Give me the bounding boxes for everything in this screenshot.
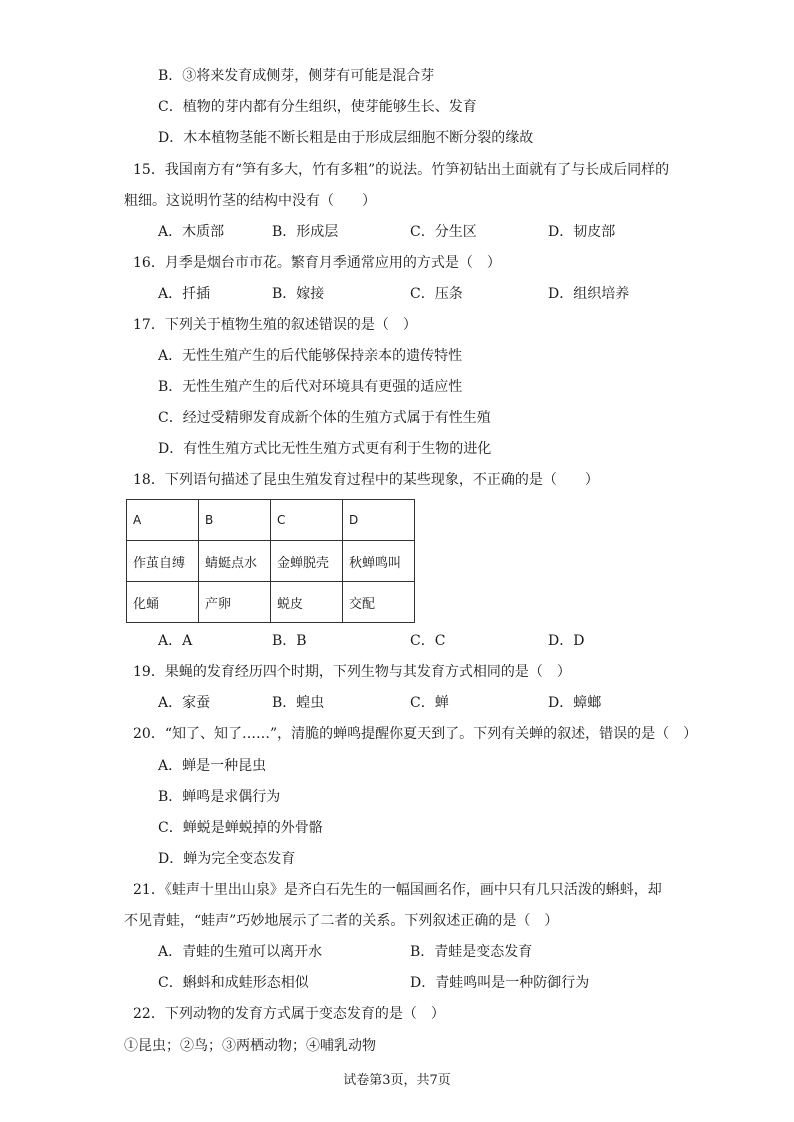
q18-option-c: C．C (410, 633, 446, 649)
table-cell: A (127, 500, 199, 541)
q20-option-c: C．蝉蜕是蝉蜕掉的外骨骼 (158, 820, 323, 836)
q17-stem: 17．下列关于植物生殖的叙述错误的是（ ） (133, 317, 417, 333)
q21-option-a: A．青蛙的生殖可以离开水 (158, 944, 323, 960)
table-header-row (127, 500, 415, 541)
q16-option-c: C．压条 (410, 286, 463, 302)
q19-option-b: B．蝗虫 (272, 695, 325, 711)
q14-option-d: D．木本植物茎能不断长粗是由于形成层细胞不断分裂的缘故 (158, 130, 534, 146)
q15-stem-line2: 粗细。这说明竹茎的结构中没有（ ） (124, 193, 376, 209)
q14-option-c: C．植物的芽内都有分生组织，使芽能够生长、发育 (158, 99, 477, 115)
q20-option-a: A．蝉是一种昆虫 (158, 758, 267, 774)
q19-option-a: A．家蚕 (158, 695, 211, 711)
q22-statements: ①昆虫；②鸟；③两栖动物；④哺乳动物 (124, 1038, 376, 1054)
q20-option-d: D．蝉为完全变态发育 (158, 851, 296, 867)
q15-option-a: A．木质部 (158, 224, 225, 240)
q21-option-c: C．蝌蚪和成蛙形态相似 (158, 975, 309, 991)
q16-option-a: A．扦插 (158, 286, 211, 302)
table-cell: 交配 (343, 582, 415, 623)
q17-option-d: D．有性生殖方式比无性生殖方式更有利于生物的进化 (158, 441, 492, 457)
q21-stem-line2: 不见青蛙，“蛙声”巧妙地展示了二者的关系。下列叙述正确的是（ ） (124, 913, 559, 929)
q20-option-b: B．蝉鸣是求偶行为 (158, 789, 281, 805)
q18-option-d: D．D (548, 633, 585, 649)
page-footer: 试卷第3页，共7页 (343, 1073, 451, 1088)
q17-option-b: B．无性生殖产生的后代对环境具有更强的适应性 (158, 379, 463, 395)
q15-option-b: B．形成层 (272, 224, 339, 240)
q14-option-b: B．③将来发育成侧芽，侧芽有可能是混合芽 (158, 68, 435, 84)
table-cell: 蜕皮 (271, 582, 343, 623)
q16-option-d: D．组织培养 (548, 286, 630, 302)
q22-stem: 22．下列动物的发育方式属于变态发育的是（ ） (133, 1006, 445, 1022)
table-row (127, 541, 415, 582)
q19-option-c: C．蝉 (410, 695, 449, 711)
q21-option-b: B．青蛙是变态发育 (410, 944, 533, 960)
q21-option-d: D．青蛙鸣叫是一种防御行为 (410, 975, 590, 991)
table-cell: B (199, 500, 271, 541)
q18-table (126, 499, 415, 623)
q15-option-d: D．韧皮部 (548, 224, 616, 240)
q16-option-b: B．嫁接 (272, 286, 325, 302)
q19-option-d: D．蟑螂 (548, 695, 602, 711)
q15-stem-line1: 15．我国南方有“笋有多大，竹有多粗”的说法。竹笋初钻出土面就有了与长成后同样的 (133, 162, 670, 178)
q17-option-a: A．无性生殖产生的后代能够保持亲本的遗传特性 (158, 348, 463, 364)
q20-stem: 20．“知了、知了……”，清脆的蝉鸣提醒你夏天到了。下列有关蝉的叙述，错误的是（ ） (133, 726, 698, 742)
q18-option-a: A．A (158, 633, 193, 649)
table-cell: 蜻蜓点水 (199, 541, 271, 582)
table-cell: 化蛹 (127, 582, 199, 623)
table-cell: 作茧自缚 (127, 541, 199, 582)
q16-stem: 16．月季是烟台市市花。繁育月季通常应用的方式是（ ） (133, 255, 501, 271)
q18-stem: 18．下列语句描述了昆虫生殖发育过程中的某些现象，不正确的是（ ） (133, 472, 599, 488)
table-cell: 秋蝉鸣叫 (343, 541, 415, 582)
table-cell: D (343, 500, 415, 541)
q17-option-c: C．经过受精卵发育成新个体的生殖方式属于有性生殖 (158, 410, 491, 426)
q18-option-b: B．B (272, 633, 307, 649)
table-cell: C (271, 500, 343, 541)
table-row (127, 582, 415, 623)
table-cell: 金蝉脱壳 (271, 541, 343, 582)
table-cell: 产卵 (199, 582, 271, 623)
q21-stem-line1: 21．《蛙声十里出山泉》是齐白石先生的一幅国画名作，画中只有几只活泼的蝌蚪，却 (133, 882, 662, 898)
q19-stem: 19．果蝇的发育经历四个时期，下列生物与其发育方式相同的是（ ） (133, 664, 571, 680)
q15-option-c: C．分生区 (410, 224, 477, 240)
